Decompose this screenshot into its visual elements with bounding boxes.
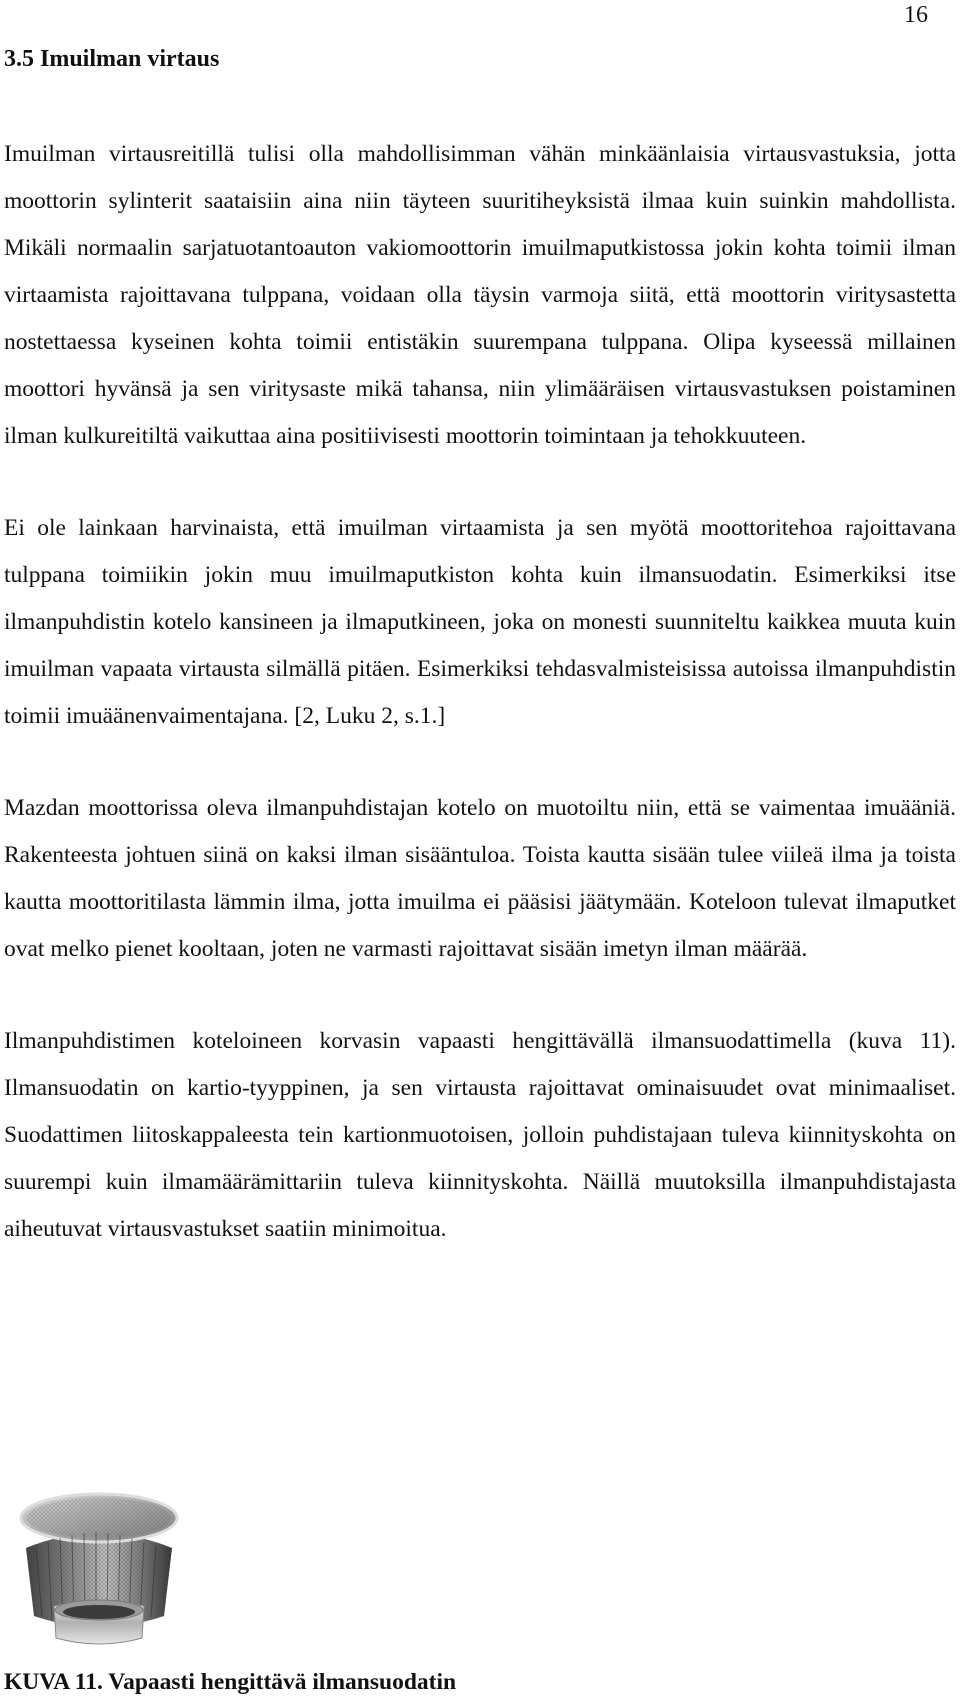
figure-caption: KUVA 11. Vapaasti hengittävä ilmansuodatin — [4, 1669, 457, 1695]
page-number: 16 — [904, 2, 928, 28]
paragraph-4: Ilmanpuhdistimen koteloineen korvasin vapaasti hengittävällä ilmansuodattimella (kuva 11). Ilmansuodatin on kartio-tyyppinen, ja sen virtausta rajoittavat ominaisuudet ovat minimaaliset. Suodattimen liitoskappaleesta tein kartionmuotoisen, jolloin puhdistajaan tuleva kiinnityskohta on suurempi kuin ilmamäärämittariin tuleva kiinnityskohta. Näillä muutoksilla ilmanpuhdistajasta aiheutuvat virtausvastukset saatiin minimoitua. — [4, 1028, 956, 1242]
paragraph-2: Ei ole lainkaan harvinaista, että imuilman virtaamista ja sen myötä moottoritehoa rajoittavana tulppana toimiikin jokin muu imuilmaputkiston kohta kuin ilmansuodatin. Esimerkiksi itse ilmanpuhdistin kotelo kansineen ja ilmaputkineen, joka on monesti suunniteltu kaikkea muuta kuin imuilman vapaata virtausta silmällä pitäen. Esimerkiksi tehdasvalmisteisissa autoissa ilmanpuhdistin toimii imuäänenvaimentajana. [2, Luku 2, s.1.] — [4, 515, 956, 729]
figure-air-filter — [14, 1478, 184, 1653]
paragraph-3: Mazdan moottorissa oleva ilmanpuhdistajan kotelo on muotoiltu niin, että se vaimentaa imuääniä. Rakenteesta johtuen siinä on kaksi ilman sisääntuloa. Toista kautta sisään tulee viileä ilma ja toista kautta moottoritilasta lämmin ilma, jotta imuilma ei pääsisi jäätymään. Koteloon tulevat ilmaputket ovat melko pienet kooltaan, joten ne varmasti rajoittavat sisään imetyn ilman määrää. — [4, 795, 956, 962]
cone-air-filter-icon — [14, 1478, 184, 1653]
paragraph-1: Imuilman virtausreitillä tulisi olla mahdollisimman vähän minkäänlaisia virtausvastuksia, jotta moottorin sylinterit saataisiin aina niin täyteen suuritiheyksistä ilmaa kuin suinkin mahdollista. Mikäli normaalin sarjatuotantoauton vakiomoottorin imuilmaputkistossa jokin kohta toimii ilman virtaamista rajoittavana tulppana, voidaan olla täysin varmoja siitä, että moottorin viritysastetta nostettaessa kyseinen kohta toimii entistäkin suurempana tulppana. Olipa kyseessä millainen moottori hyvänsä ja sen viritysaste mikä tahansa, niin ylimääräisen virtausvastuksen poistaminen ilman kulkureitiltä vaikuttaa aina positiivisesti moottorin toimintaan ja tehokkuuteen. — [4, 141, 956, 449]
section-heading: 3.5 Imuilman virtaus — [4, 46, 220, 72]
body-text — [4, 131, 956, 1298]
